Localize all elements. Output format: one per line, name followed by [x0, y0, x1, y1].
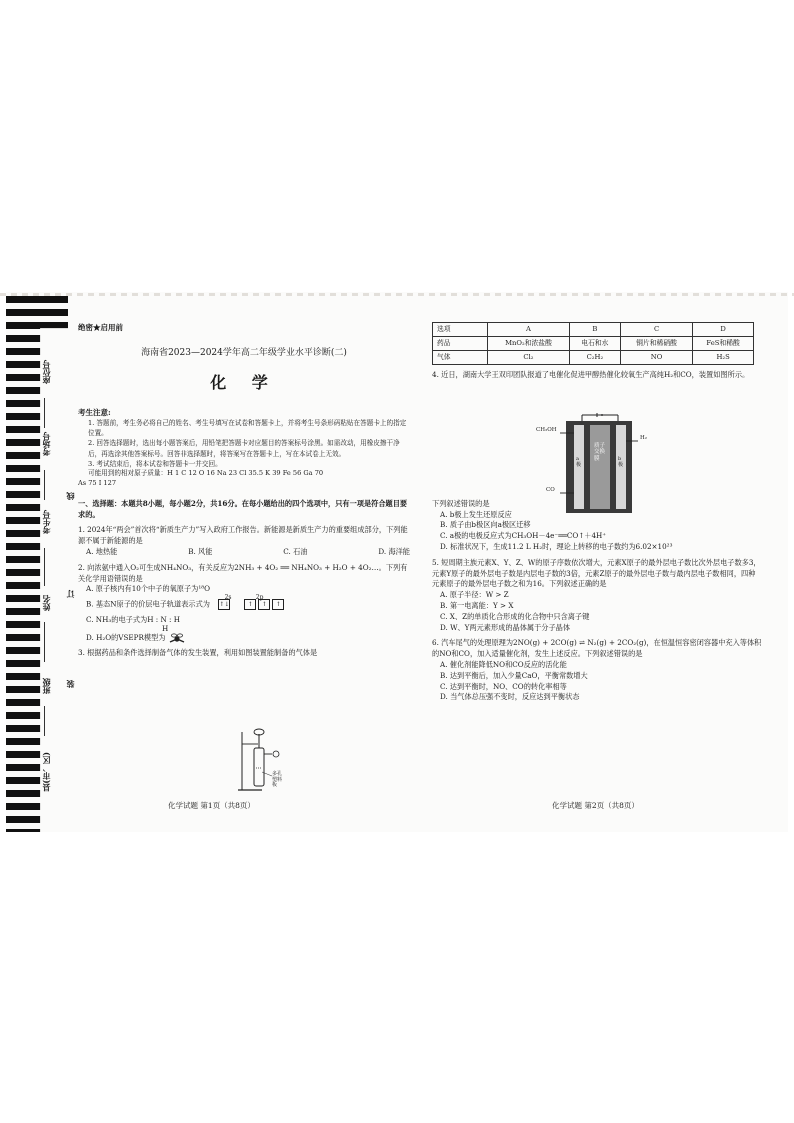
q6-option-a: A. 催化剂能降低NO和CO反应的活化能 — [440, 659, 567, 669]
atomic-masses: 可能用到的相对原子质量：H 1 C 12 O 16 Na 23 Cl 35.5 K 39 Fe 56 Ga 70 — [88, 469, 324, 478]
exam-no-label: 考场号 — [41, 432, 51, 456]
q4-sub-stem: 下列叙述错误的是 — [432, 498, 490, 508]
table-cell: C₂H₂ — [569, 351, 620, 365]
q5-option-d: D. W、Y两元素形成的晶体属于分子晶体 — [440, 622, 571, 632]
orbital-2p-label: 2p — [255, 593, 264, 601]
q5-stem: 5. 短周期主族元素X、Y、Z、W的原子序数依次增大，元素X原子的最外层电子数比次外层电子数多3，元素Y原子的最外层电子数是内层电子数的3倍，元素Z原子的最外层电子数与最内层电子数相同，四种元素原子的最外层电子数之和为16。下列叙述正确的是 — [432, 557, 761, 589]
exam-title: 海南省2023—2024学年高二年级学业水平诊断(二) — [141, 348, 347, 359]
footer-left: 化学试题 第1页（共8页） — [168, 801, 255, 810]
orbital-gap — [232, 599, 242, 608]
q1-options — [78, 547, 410, 558]
note-item: 3. 考试结束后，将本试卷和答题卡一并交回。 — [88, 459, 222, 468]
notes-title: 考生注意: — [78, 407, 111, 417]
left-page — [78, 322, 410, 659]
table-row — [433, 351, 754, 365]
q6-option-d: D. 当气体总压强不变时，反应达到平衡状态 — [440, 692, 580, 702]
county-label: 县(市、区) — [41, 752, 51, 792]
orbital-2p-box: ↑ — [244, 599, 256, 610]
q4-option-d: D. 标准状况下，生成11.2 L H₂时，理论上转移的电子数约为6.02×10²³ — [440, 541, 673, 551]
q4-option-b: B. 质子由b极区向a极区迁移 — [440, 520, 531, 530]
q4-option-a: A. b极上发生还原反应 — [440, 509, 512, 519]
note-item: 2. 回答选择题时，选出每小题答案后，用铅笔把答题卡对应题目的答案标号涂黑。如需改动，用橡皮擦干净后，再选涂其他答案标号。回答非选择题时，将答案写在答题卡上，写在本试卷上无效。 — [88, 439, 400, 458]
table-cell: 药品 — [433, 337, 488, 351]
name-label: 姓名 — [41, 595, 51, 611]
q1-option-d: D. 海洋能 — [378, 547, 410, 557]
table-cell: D — [693, 323, 754, 337]
q5-option-a: A. 原子半径：W > Z — [440, 590, 509, 600]
table-cell: H₂S — [693, 351, 754, 365]
question-2 — [78, 563, 410, 643]
orbital-2s-label: 2s — [224, 593, 232, 601]
footer-right: 化学试题 第2页（共8页） — [552, 801, 639, 810]
question-6 — [432, 638, 762, 703]
q2-option-c-h: H — [162, 624, 169, 634]
q4-stem: 4. 近日，湖南大学王双印团队报道了电催化促进甲醇热催化较氧生产高纯H₂和CO，装置如图所示。 — [432, 370, 750, 379]
q2-option-c: C. NH₃的电子式为H : N : H — [86, 614, 180, 624]
q1-option-a: A. 地热能 — [86, 547, 118, 557]
label-ch3oh: CH₃OH — [536, 427, 557, 433]
seal-xian: 线 — [65, 492, 75, 500]
seat-line — [44, 398, 45, 428]
cell-svg — [552, 413, 648, 515]
orbital-2p-box: ↑ — [258, 599, 270, 610]
note-item: 1. 答题前，考生务必将自己的姓名、考生号填写在试卷和答题卡上，并将考生号条形码粘贴在答题卡上的指定位置。 — [88, 419, 407, 438]
q2-option-a: A. 原子核内有10个中子的氧原子为¹⁸O — [86, 584, 210, 594]
q6-option-c: C. 达到平衡时，NO、CO的转化率相等 — [440, 681, 567, 691]
candidate-no-label: 考生号 — [41, 510, 51, 534]
q4-option-c: C. a极的电极反应式为CH₃OH－4e⁻══CO↑＋4H⁺ — [440, 531, 607, 541]
vsepr-model-icon — [168, 633, 186, 643]
table-row — [433, 323, 754, 337]
seat-label: 座位号 — [41, 360, 51, 384]
table-cell: B — [569, 323, 620, 337]
q1-stem: 1. 2024年“两会”首次将“新质生产力”写入政府工作报告。新能源是新质生产力的重要组成部分，下列能源不属于新能源的是 — [78, 525, 408, 546]
name-line — [44, 622, 45, 662]
q2-option-d-row — [78, 633, 410, 644]
question-3 — [78, 648, 410, 659]
q2-option-b: B. 基态N原子的价层电子轨道表示式为 — [86, 599, 210, 609]
question-1 — [78, 525, 410, 557]
q1-option-c: C. 石油 — [283, 547, 308, 557]
q2-stem: 2. 向浓氨中通入O₂可生成NH₄NO₃，有关反应为2NH₃ + 4O₂ ══ NH₄NO₃ + H₂O + 4O₂…。下列有关化学用语错误的是 — [78, 562, 408, 583]
seal-ding: 订 — [65, 590, 75, 598]
table-cell: 选项 — [433, 323, 488, 337]
secret-label: 绝密★启用前 — [78, 323, 123, 332]
scan-edge — [0, 293, 794, 296]
table-cell: 电石和水 — [569, 337, 620, 351]
q5-option-b: B. 第一电离能：Y > X — [440, 600, 514, 610]
q2-option-b-row — [78, 593, 410, 610]
exam-no-line — [44, 470, 45, 500]
table-cell: A — [488, 323, 570, 337]
table-cell: NO — [620, 351, 692, 365]
table-cell: 铜片和稀硝酸 — [620, 337, 692, 351]
table-cell: 气体 — [433, 351, 488, 365]
class-label: 班级 — [41, 678, 51, 694]
orbital-2p-box: ↑ — [272, 599, 284, 610]
label-a-electrode: a极 — [576, 456, 582, 468]
electrolysis-cell-diagram — [536, 413, 648, 515]
table-cell: FeS和稀酸 — [693, 337, 754, 351]
q2-option-d: D. H₂O的VSEPR模型为 — [86, 632, 166, 642]
seal-zhuang: 装 — [65, 680, 75, 688]
q6-stem: 6. 汽车尾气的处理原理为2NO(g) + 2CO(g) ⇌ N₂(g) + 2CO₂(g)，在恒温恒容密闭容器中充入等体积的NO和CO，加入适量催化剂，发生上述反应。下列叙述错误的是 — [432, 638, 762, 659]
section-one-title: 一、选择题：本题共8小题，每小题2分，共16分。在每小题给出的四个选项中，只有一项是符合题目要求的。 — [78, 498, 408, 519]
label-co: CO — [546, 487, 555, 493]
label-membrane: 质子交换膜 — [594, 443, 606, 462]
atomic-masses-2: As 75 I 127 — [78, 478, 117, 487]
q1-option-b: B. 风能 — [188, 547, 213, 557]
table-cell: MnO₂和浓盐酸 — [488, 337, 570, 351]
app-label: 多孔塑料板 — [272, 771, 283, 788]
class-line — [44, 706, 45, 736]
binding-margin — [20, 360, 74, 820]
table-cell: C — [620, 323, 692, 337]
q3-stem: 3. 根据药品和条件选择制备气体的发生装置，利用如图装置能制备的气体是 — [78, 648, 318, 658]
gas-options-table — [432, 322, 754, 365]
label-h2: H₂ — [640, 435, 648, 441]
q6-option-b: B. 达到平衡后，加入少量CaO，平衡常数增大 — [440, 670, 588, 680]
q5-option-c: C. X、Z的单质化合形成的化合物中只含离子键 — [440, 611, 590, 621]
candidate-no-line — [44, 548, 45, 586]
subject-title: 化 学 — [210, 372, 278, 392]
label-b-electrode: b极 — [618, 456, 624, 468]
table-row — [433, 337, 754, 351]
question-5 — [432, 558, 762, 634]
table-cell: Cl₂ — [488, 351, 570, 365]
orbital-2s-box: ↑↓ — [219, 601, 230, 609]
